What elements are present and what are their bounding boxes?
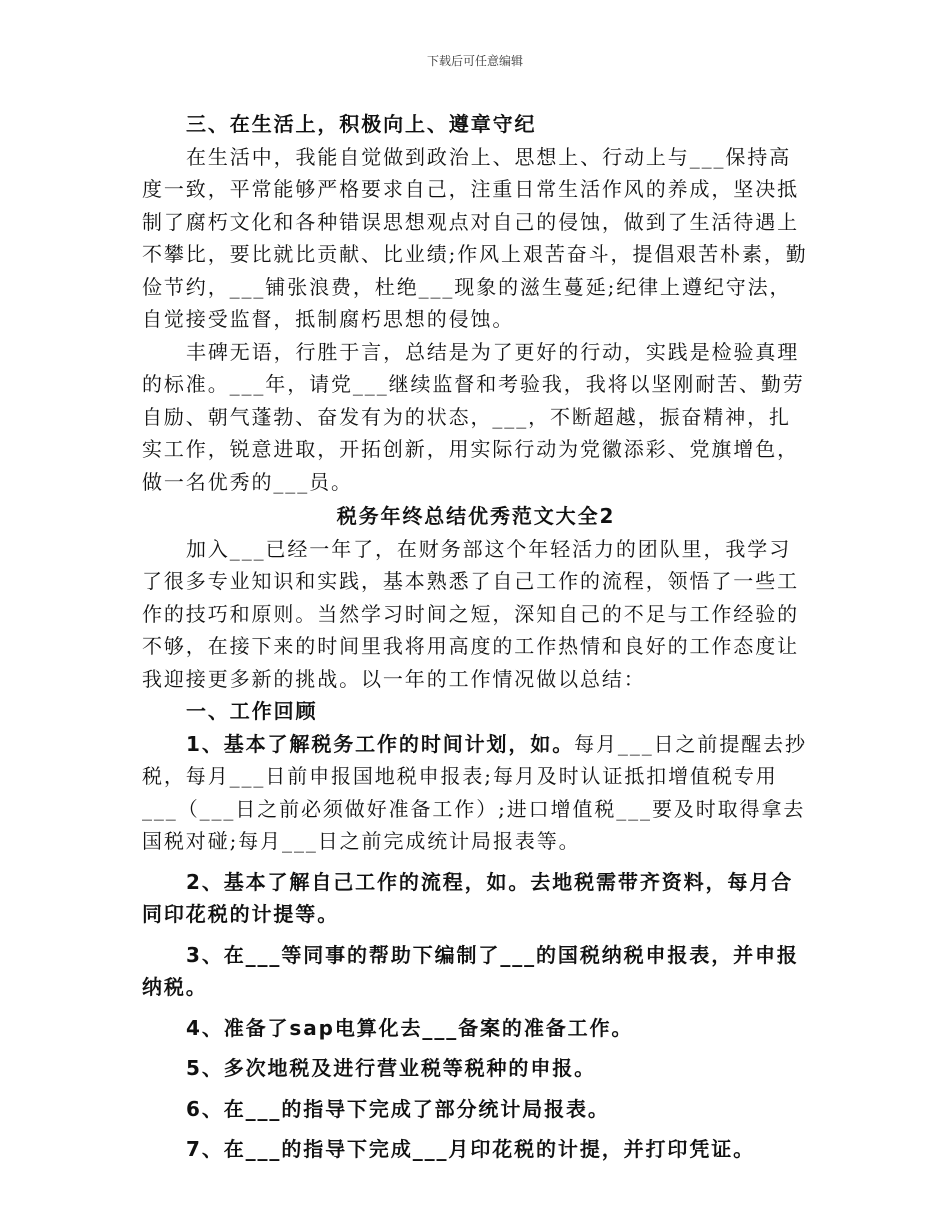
item-1-body: 每月___日之前提醒去抄税，每月___日前申报国地税申报表;每月及时认证抵扣增值税专用___（___日之前必须做好准备工作）;进口增值税___要及时取得拿去国税对碰;每月___日之前完成统计局报表等。 xyxy=(142,731,807,853)
item-6: 6、在___的指导下完成了部分统计局报表。 xyxy=(186,1096,610,1121)
item-3: 3、在___等同事的帮助下编制了___的国税纳税申报表，并申报纳税。 xyxy=(142,942,799,999)
review-heading: 一、工作回顾 xyxy=(186,699,318,723)
item-1 xyxy=(142,728,810,858)
intro-paragraph: 加入___已经一年了，在财务部这个年轻活力的团队里，我学习了很多专业知识和实践，基本熟悉了自己工作的流程，领悟了一些工作的技巧和原则。当然学习时间之短，深知自己的不足与工作经验的不够，在接下来的时间里我将用高度的工作热情和良好的工作态度让我迎接更多新的挑战。以一年的工作情况做以总结： xyxy=(142,536,799,691)
item-1-lead: 1、基本了解税务工作的时间计划，如。 xyxy=(186,731,575,756)
item-7: 7、在___的指导下完成___月印花税的计提，并打印凭证。 xyxy=(186,1137,756,1161)
article-title-2: 税务年终总结优秀范文大全2 xyxy=(336,504,616,528)
section3-heading: 三、在生活上，积极向上、遵章守纪 xyxy=(186,112,537,136)
document-body xyxy=(142,108,810,1166)
section3-paragraph-1: 在生活中，我能自觉做到政治上、思想上、行动上与___保持高度一致，平常能够严格要求自己，注重日常生活作风的养成，坚决抵制了腐朽文化和各种错误思想观点对自己的侵蚀，做到了生活待遇上不攀比，要比就比贡献、比业绩;作风上艰苦奋斗，提倡艰苦朴素，勤俭节约，___铺张浪费，杜绝___现象的滋生蔓延;纪律上遵纪守法，自觉接受监督，抵制腐朽思想的侵蚀。 xyxy=(142,144,808,331)
section3-paragraph-2: 丰碑无语，行胜于言，总结是为了更好的行动，实践是检验真理的标准。___年，请党___继续监督和考验我，我将以坚刚耐苦、勤劳自励、朝气蓬勃、奋发有为的状态，___，不断超越，振奋精神，扎实工作，锐意进取，开拓创新，用实际行动为党徽添彩、党旗增色，做一名优秀的___员。 xyxy=(142,339,805,494)
item-4: 4、准备了sap电算化去___备案的准备工作。 xyxy=(186,1015,634,1040)
item-2: 2、基本了解自己工作的流程，如。去地税需带齐资料，每月合同印花税的计提等。 xyxy=(142,869,794,926)
page-header: 下载后可任意编辑 xyxy=(426,54,523,68)
item-5: 5、多次地税及进行营业税等税种的申报。 xyxy=(186,1056,597,1080)
